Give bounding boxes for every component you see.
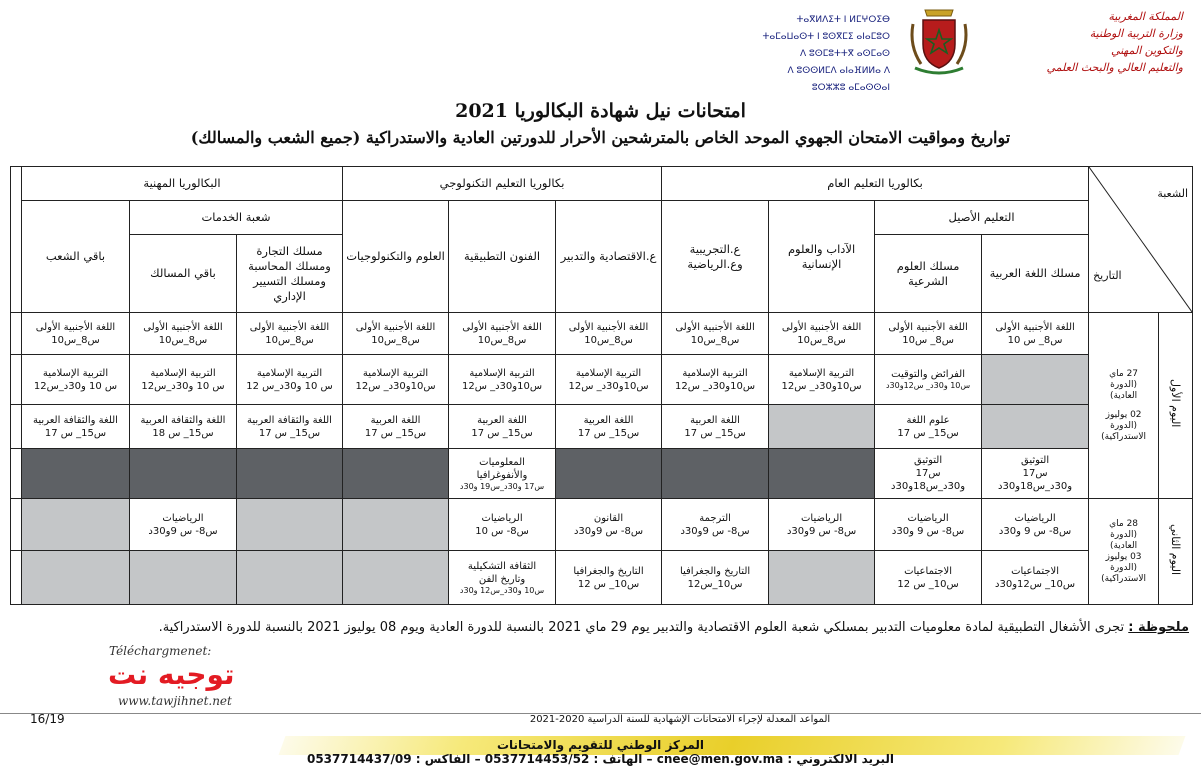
subject-name: اللغة الأجنبية الأولى (355, 321, 436, 333)
day-dates-cell (1089, 313, 1159, 499)
exam-time: س17 (1022, 468, 1048, 479)
schedule-cell (556, 449, 662, 499)
right-margin-cell (11, 313, 22, 355)
schedule-cell (769, 449, 875, 499)
ministry-name-tifinagh (760, 12, 890, 97)
exam-time: و30د_س18و30د (891, 481, 966, 492)
subject-name: الاجتماعيات (1011, 565, 1060, 577)
date-line: 28 ماي (1109, 518, 1139, 529)
subject-name: اللغة الأجنبية الأولى (143, 321, 223, 333)
schedule-cell (662, 551, 769, 605)
column-header: مسلك التجارة ومسلك المحاسبة ومسلك التسيير الإداري (237, 235, 343, 313)
exam-time: س8- س 10 (475, 525, 529, 537)
schedule-row (11, 355, 1193, 405)
exam-time: س15_ س 17 (471, 427, 533, 439)
footnote-label: ملحوظة : (1128, 620, 1189, 635)
subject-name: اللغة العربية (583, 414, 634, 426)
subject-name: اللغة الأجنبية الأولى (462, 321, 542, 333)
exam-time: س17 (915, 468, 941, 479)
exam-schedule-table (10, 166, 1193, 605)
subject-name: التربية الإسلامية (150, 367, 216, 379)
date-line: (الدورة (1110, 379, 1137, 390)
right-margin-cell (11, 405, 22, 449)
subgroup-original: التعليم الأصيل (875, 201, 1089, 235)
schedule-cell (662, 449, 769, 499)
subject-name: الرياضيات (907, 512, 949, 524)
schedule-cell (22, 405, 130, 449)
exam-time: س15_ س 17 (577, 427, 640, 439)
schedule-cell (343, 449, 449, 499)
exam-time: س15_ س 17 (364, 427, 427, 439)
column-header: الفنون التطبيقية (449, 201, 556, 313)
document-subtitle: تواريخ ومواقيت الامتحان الجهوي الموحد الخاص بالمترشحين الأحرار للدورتين العادية والاستدراكية (جميع الشعب والمسالك) (190, 128, 1011, 147)
date-line: 03 يوليوز (1105, 551, 1142, 562)
day-name: اليوم الثاني (1169, 523, 1183, 576)
exam-time: س8- س 9 و30د (998, 525, 1072, 537)
schedule-cell (982, 499, 1089, 551)
exam-time: س8- س 9 و30د (891, 525, 965, 537)
schedule-cell (449, 355, 556, 405)
subject-name: الرياضيات (1014, 512, 1056, 524)
subject-name: اللغة والثقافة العربية (33, 414, 118, 426)
right-margin-cell (11, 499, 22, 551)
schedule-cell (22, 449, 130, 499)
brand-logo: توجيه نت (108, 658, 235, 691)
schedule-cell (343, 405, 449, 449)
schedule-cell (662, 405, 769, 449)
schedule-cell (22, 313, 130, 355)
schedule-cell (769, 551, 875, 605)
exam-time: س15_ س 17 (44, 427, 107, 439)
subject-name: علوم اللغة (906, 414, 950, 426)
exam-time: س15_ س 17 (258, 427, 321, 439)
schedule-cell (449, 405, 556, 449)
schedule-row (11, 499, 1193, 551)
ministry-line: وزارة التربية الوطنية (1089, 27, 1183, 40)
exam-time: و30د_س18و30د (998, 481, 1073, 492)
date-line: (الدورة (1110, 420, 1137, 431)
page-number: 16/19 (30, 712, 65, 726)
day-name-cell (1159, 499, 1193, 605)
schedule-cell (130, 313, 237, 355)
schedule-cell (556, 499, 662, 551)
exam-time: س8_ س 10 (1007, 334, 1063, 346)
date-line: 27 ماي (1109, 368, 1139, 379)
schedule-cell (982, 405, 1089, 449)
date-line: الاستدراكية) (1101, 573, 1146, 584)
subject-name: اللغة الأجنبية الأولى (888, 321, 968, 333)
schedule-cell (130, 405, 237, 449)
date-line: 02 يوليوز (1105, 409, 1142, 420)
subject-name: اللغة الأجنبية الأولى (675, 321, 755, 333)
subject-name: الفرائض والتوقيت (891, 369, 965, 380)
schedule-cell (237, 405, 343, 449)
exam-time: س8_ س10 (902, 334, 954, 346)
subject-name: اللغة الأجنبية الأولى (35, 321, 116, 333)
schedule-cell (22, 355, 130, 405)
exam-time: س 10 و30د_س 12 (246, 380, 333, 392)
exam-time: س10و30د_ س12 (781, 380, 862, 392)
exam-time: س10_ س12و30د (995, 578, 1076, 590)
subject-name: الرياضيات (162, 512, 204, 524)
schedule-cell (982, 313, 1089, 355)
exam-time: س15_ س 17 (897, 427, 959, 439)
column-header: العلوم والتكنولوجيات (343, 201, 449, 313)
schedule-cell (237, 449, 343, 499)
subject-name: اللغة والثقافة العربية (247, 414, 332, 426)
schedule-row (11, 449, 1193, 499)
brand-url[interactable]: www.tawjihnet.net (118, 694, 232, 708)
schedule-cell (449, 449, 556, 499)
schedule-cell (449, 499, 556, 551)
day-dates-cell (1089, 499, 1159, 605)
contact-info: البريد الالكتروني : cnee@men.gov.ma – الهاتف : 0537714453/52 – الفاكس : 0537714437/09 (306, 752, 894, 766)
schedule-cell (449, 551, 556, 605)
subject-name: التربية الإسلامية (256, 367, 323, 379)
schedule-cell (237, 551, 343, 605)
date-line (1092, 402, 1155, 410)
column-header: ع.التجريبية وع.الرياضية (662, 201, 769, 313)
footnote (9, 620, 1189, 635)
subject-name: الثقافة التشكيلية (467, 560, 537, 572)
exam-time: س10_س12 (687, 578, 743, 590)
group-professional: البكالوريا المهنية (22, 167, 343, 201)
subject-name: اللغة العربية (690, 414, 740, 426)
exam-time: س8_س10 (51, 334, 100, 346)
subject-name: التوثيق (1020, 455, 1050, 466)
subject-name: التوثيق (913, 455, 943, 466)
date-line: العادية) (1109, 390, 1138, 401)
exam-time: س10و30د_ س12 (355, 380, 436, 392)
exam-time: س 10 و30د_س12 (33, 380, 118, 392)
subject-name: التربية الإسلامية (42, 367, 109, 379)
footnote-text: تجرى الأشغال التطبيقية لمادة معلوميات التدبير بمسلكي شعبة العلوم الاقتصادية والتدبير يوم 29 ماي 2021 بالنسبة للدورة العادية ويوم 08 يوليوز 2021 بالنسبة للدورة الاستدراكية. (158, 620, 1125, 635)
date-line: الاستدراكية) (1101, 431, 1146, 442)
exam-time: وتاريخ الفن (478, 573, 526, 585)
subject-name: التربية الإسلامية (788, 367, 855, 379)
document-title: امتحانات نيل شهادة البكالوريا 2021 (455, 100, 746, 122)
exam-time: س8_س10 (797, 334, 846, 346)
schedule-cell (769, 499, 875, 551)
schedule-cell (556, 551, 662, 605)
subject-name: التربية الإسلامية (362, 367, 429, 379)
schedule-cell (22, 551, 130, 605)
corner-cell (1089, 167, 1193, 313)
subject-name: الترجمة (699, 512, 731, 524)
schedule-cell (22, 499, 130, 551)
schedule-cell (556, 355, 662, 405)
right-margin-cell (11, 167, 22, 313)
exam-time: س8- س 9و30د (148, 525, 218, 537)
subject-name: التربية الإسلامية (682, 367, 748, 379)
tifinagh-line: ⴷ ⵓⵙⵙⵍⵎⴷ ⴰⵏⴰⴼⵍⵍⴰ ⴷ ⵓⵔⵣⵣⵓ ⴰⵎⴰⵙⵙⴰⵏ (787, 66, 890, 93)
date-line: (الدورة (1110, 562, 1137, 573)
subject-name: اللغة الأجنبية الأولى (249, 321, 330, 333)
exam-time: س8_س10 (690, 334, 740, 346)
tifinagh-line: ⵜⴰⴳⵍⴷⵉⵜ ⵏ ⵍⵎⵖⵔⵉⴱ (796, 15, 890, 25)
schedule-cell (449, 313, 556, 355)
footer-caption: المواعد المعدلة لإجراء الامتحانات الإشهادية للسنة الدراسية 2020-2021 (529, 714, 831, 725)
subject-name: الاجتماعيات (904, 565, 953, 577)
schedule-cell (237, 499, 343, 551)
right-margin-cell (11, 551, 22, 605)
exam-time: س15_ س 18 (152, 427, 214, 439)
exam-time: س10و30د_ س12 (568, 380, 649, 392)
schedule-cell (875, 499, 982, 551)
column-header: ع.الاقتصادية والتدبير (556, 201, 662, 313)
schedule-cell (982, 449, 1089, 499)
column-header: باقي المسالك (130, 235, 237, 313)
subject-name: التربية الإسلامية (575, 367, 642, 379)
subject-name: اللغة والثقافة العربية (140, 414, 226, 426)
day-name: اليوم الأول (1169, 379, 1183, 428)
column-header: مسلك العلوم الشرعية (875, 235, 982, 313)
column-header: باقي الشعب (22, 201, 130, 313)
exam-time: س10 و30د_ س12و30د (885, 381, 971, 390)
tifinagh-line: ⵜⴰⵎⴰⵡⴰⵙⵜ ⵏ ⵓⵙⴳⵎⵉ ⴰⵏⴰⵎⵓⵔ (762, 32, 890, 42)
schedule-cell (343, 355, 449, 405)
schedule-cell (237, 355, 343, 405)
schedule-cell (556, 313, 662, 355)
schedule-cell (875, 449, 982, 499)
column-header: الآداب والعلوم الإنسانية (769, 201, 875, 313)
schedule-cell (875, 313, 982, 355)
schedule-row (11, 551, 1193, 605)
right-margin-cell (11, 355, 22, 405)
exam-time: س8_س10 (477, 334, 527, 346)
group-general: بكالوريا التعليم العام (662, 167, 1089, 201)
schedule-cell (130, 499, 237, 551)
schedule-cell (982, 355, 1089, 405)
ministry-line: والتكوين المهني (1110, 44, 1183, 57)
date-line: العادية) (1109, 540, 1138, 551)
column-header: مسلك اللغة العربية (982, 235, 1089, 313)
schedule-row (11, 405, 1193, 449)
coat-of-arms-icon (905, 6, 973, 76)
exam-time: س8_س10 (265, 334, 314, 346)
schedule-cell (343, 499, 449, 551)
subject-name: اللغة العربية (370, 414, 421, 426)
exam-time: س10و30د_ س12 (674, 380, 756, 392)
corner-stream-label: الشعبة (1157, 187, 1189, 200)
download-label: Téléchargmenet: (109, 644, 212, 658)
schedule-cell (343, 551, 449, 605)
corner-date-label: التاريخ (1093, 269, 1122, 282)
exam-time: س8_س10 (158, 334, 208, 346)
schedule-cell (662, 313, 769, 355)
exam-time: س10و30د_ س12 (461, 380, 543, 392)
exam-time: س15_ س 17 (684, 427, 746, 439)
schedule-cell (769, 355, 875, 405)
center-name: المركز الوطني للتقويم والامتحانات (496, 738, 705, 752)
right-margin-cell (11, 449, 22, 499)
ministry-line: والتعليم العالي والبحث العلمي (1046, 61, 1183, 74)
exam-time: س10 و30د_س12 و30د (459, 585, 545, 595)
exam-time: س8_س10 (584, 334, 633, 346)
schedule-cell (875, 405, 982, 449)
exam-time: والأنفوغرافيا (476, 469, 528, 481)
exam-time: س8- س 9و30د (786, 525, 857, 537)
schedule-row (11, 313, 1193, 355)
schedule-cell (130, 355, 237, 405)
date-line: (الدورة (1110, 529, 1137, 540)
subject-name: التاريخ والجغرافيا (573, 565, 644, 577)
subject-name: اللغة الأجنبية الأولى (995, 321, 1075, 333)
exam-time: س10_ س 12 (577, 578, 640, 590)
schedule-cell (982, 551, 1089, 605)
schedule-cell (343, 313, 449, 355)
exam-time: س17 و30د_س19 و30د (459, 481, 545, 491)
group-technological: بكالوريا التعليم التكنولوجي (343, 167, 662, 201)
subject-name: المعلوميات (479, 456, 525, 468)
subject-name: اللغة العربية (477, 414, 527, 426)
subject-name: الرياضيات (481, 512, 523, 524)
schedule-cell (875, 355, 982, 405)
subject-name: اللغة الأجنبية الأولى (568, 321, 649, 333)
schedule-cell (556, 405, 662, 449)
exam-time: س 10 و30د_س12 (141, 380, 225, 392)
ministry-name-arabic (1003, 8, 1183, 76)
subject-name: التربية الإسلامية (469, 367, 535, 379)
exam-time: س10_ س 12 (897, 578, 959, 590)
ministry-line: المملكة المغربية (1108, 10, 1183, 23)
schedule-cell (662, 499, 769, 551)
subject-name: القانون (593, 512, 624, 524)
schedule-cell (130, 551, 237, 605)
exam-time: س8- س 9و30د (680, 525, 750, 537)
exam-time: س8- س 9و30د (573, 525, 644, 537)
subgroup-services: شعبة الخدمات (130, 201, 343, 235)
schedule-cell (130, 449, 237, 499)
schedule-cell (875, 551, 982, 605)
subject-name: الرياضيات (800, 512, 843, 524)
schedule-cell (662, 355, 769, 405)
exam-time: س8_س10 (371, 334, 420, 346)
subject-name: التاريخ والجغرافيا (679, 565, 751, 577)
tifinagh-line: ⴷ ⵓⵙⵎⵓⵜⵜⴳ ⴰⵙⵎⴰⵙ (800, 49, 890, 59)
schedule-cell (237, 313, 343, 355)
subject-name: اللغة الأجنبية الأولى (781, 321, 862, 333)
schedule-cell (769, 405, 875, 449)
schedule-cell (769, 313, 875, 355)
day-name-cell (1159, 313, 1193, 499)
